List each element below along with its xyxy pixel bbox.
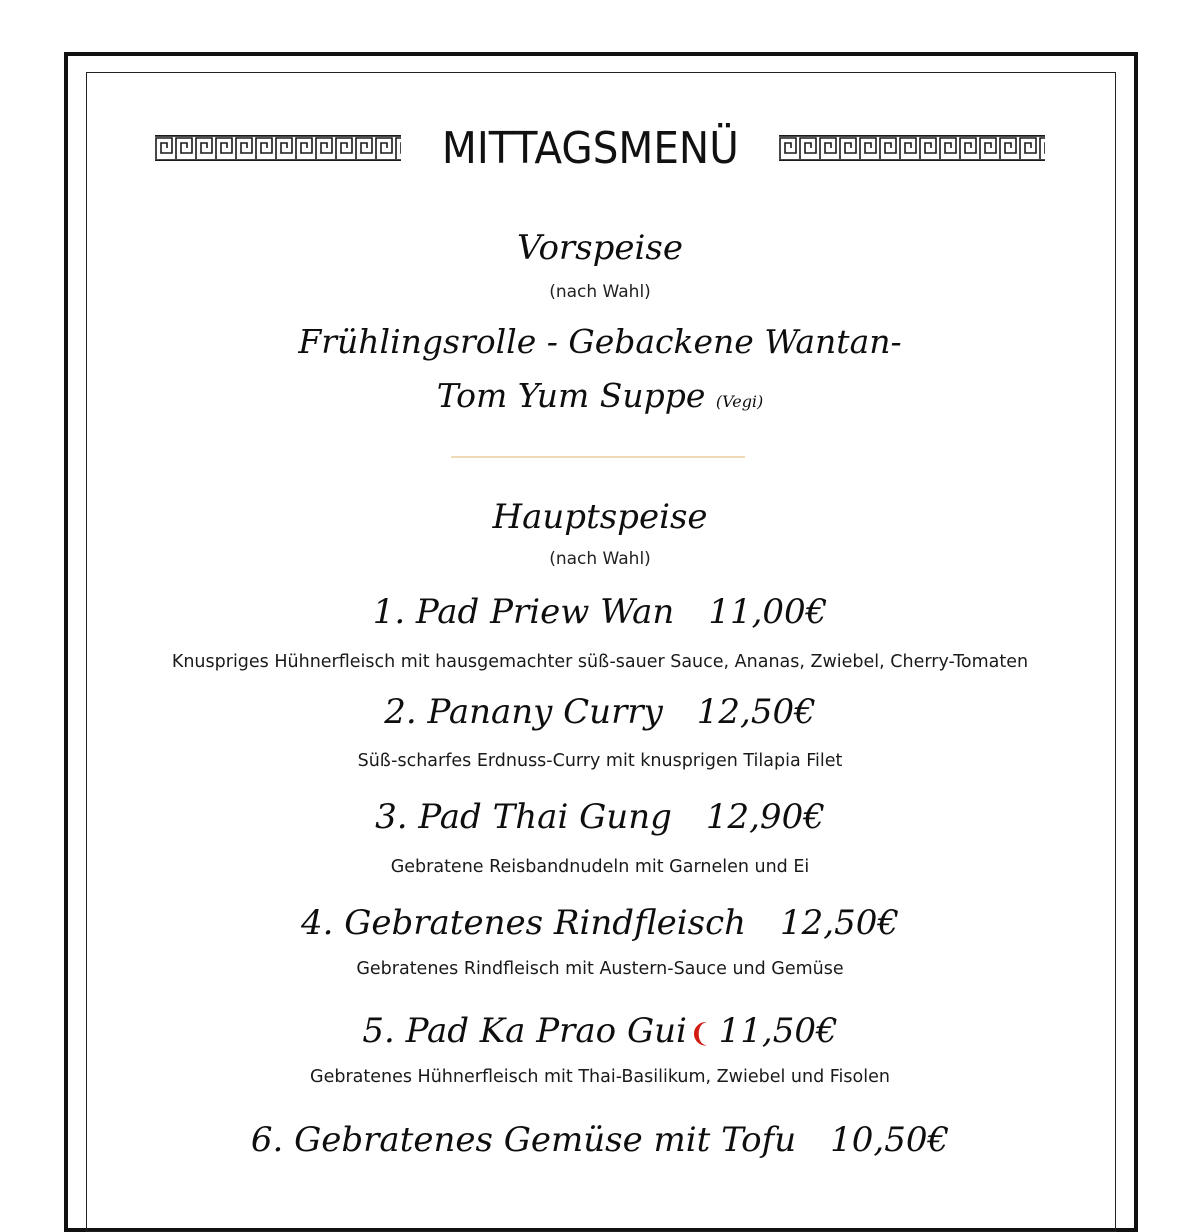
dish-description: Gebratenes Rindfleisch mit Austern-Sauce und Gemüse [356, 959, 844, 979]
menu-item-4 [0, 903, 1200, 943]
menu-item-3 [0, 797, 1200, 837]
section-divider [451, 456, 745, 458]
starter-line-2-text: Tom Yum Suppe [436, 376, 706, 415]
menu-item-2 [0, 692, 1200, 732]
greek-key-ornament-left [155, 135, 401, 161]
starter-note: (nach Wahl) [549, 282, 651, 302]
greek-key-ornament-right [779, 135, 1045, 161]
dish-description: Gebratene Reisbandnudeln mit Garnelen und Ei [390, 857, 810, 877]
vegi-tag: (Vegi) [715, 392, 764, 411]
starter-heading: Vorspeise [517, 228, 683, 268]
dish-price: 11,50€ [718, 1011, 838, 1051]
page-title: MITTAGSMENÜ [441, 122, 739, 174]
dish-price: 11,00€ [708, 592, 828, 632]
menu-item-1 [0, 592, 1200, 632]
starter-line-1: Frühlingsrolle - Gebackene Wantan- [298, 322, 902, 361]
dish-price: 12,50€ [696, 692, 816, 732]
title-row [0, 118, 1200, 178]
dish-description: Knuspriges Hühnerfleisch mit hausgemachter süß-sauer Sauce, Ananas, Zwiebel, Cherry-Tomaten [171, 652, 1029, 672]
chili-icon: ❨ [688, 1019, 711, 1049]
menu-item-5 [0, 1011, 1200, 1051]
dish-description: Gebratenes Hühnerfleisch mit Thai-Basilikum, Zwiebel und Fisolen [310, 1067, 890, 1087]
dish-name: 2. Panany Curry [384, 692, 663, 732]
dish-name: 1. Pad Priew Wan [372, 592, 675, 632]
main-heading: Hauptspeise [492, 497, 708, 537]
menu-item-6 [0, 1120, 1200, 1160]
dish-price: 12,50€ [780, 903, 900, 943]
dish-description: Süß-scharfes Erdnuss-Curry mit knusprigen Tilapia Filet [357, 751, 843, 771]
dish-name: 5. Pad Ka Prao Gui [362, 1011, 687, 1051]
dish-price: 12,90€ [705, 797, 825, 837]
dish-name: 6. Gebratenes Gemüse mit Tofu [250, 1120, 797, 1160]
dish-name: 4. Gebratenes Rindfleisch [300, 903, 747, 943]
main-note: (nach Wahl) [549, 549, 651, 569]
dish-name: 3. Pad Thai Gung [375, 797, 672, 837]
dish-price: 10,50€ [830, 1120, 950, 1160]
starter-line-2 [0, 376, 1200, 415]
